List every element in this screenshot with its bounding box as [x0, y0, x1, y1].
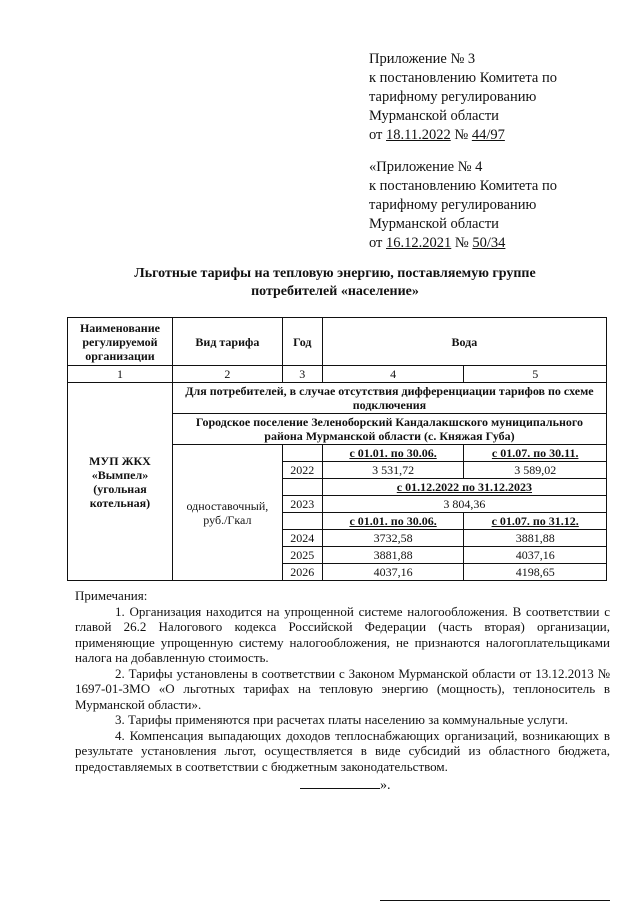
appendix-3-date-line: [369, 126, 557, 145]
value-2023: 3 804,36: [322, 496, 606, 513]
column-number-row: [68, 366, 607, 383]
appendix-3-header: [369, 50, 557, 145]
appendix-4-date: 16.12.2021: [386, 235, 452, 251]
appendix-4-line2: к постановлению Комитета по: [369, 178, 557, 194]
note-1: 1. Организация находится на упрощенной системе налогообложения. В соответствии с главой 26.2 Налогового кодекса Российской Федерации (часть вторая) организации, применяющие упрощенную систему налогообложения, не признаются налогоплательщиками налога на добавленную стоимость.: [75, 603, 610, 665]
note-3: 3. Тарифы применяются при расчетах платы населению за коммунальные услуги.: [115, 712, 568, 727]
note-2: 2. Тарифы установлены в соответствии с Законом Мурманской области от 13.12.2013 № 1697-01-ЗМО «О льготных тарифах на тепловую энергию (мощность), теплоноситель в Мурманской области».: [75, 665, 610, 712]
header-org: Наименование регулируемой организации: [68, 318, 173, 366]
year-2026: 2026: [282, 564, 322, 581]
year-2023: 2023: [282, 496, 322, 513]
closing-quote: ».: [380, 778, 391, 793]
tariff-table: [67, 317, 607, 581]
appendix-3-line2: к постановлению Комитета по: [369, 70, 557, 86]
year-2024: 2024: [282, 530, 322, 547]
signature-line: [300, 788, 380, 789]
appendix-4-number: 50/34: [472, 235, 506, 251]
value-2022-h2: 3 589,02: [464, 462, 607, 479]
value-2024-h1: 3732,58: [322, 530, 464, 547]
org-name-cell: МУП ЖКХ «Вымпел» (угольная котельная): [68, 383, 173, 581]
appendix-4-header: [369, 158, 557, 253]
footer-divider: [380, 900, 610, 901]
appendix-4-number-prefix: №: [451, 235, 473, 251]
col-number-1: 1: [68, 366, 173, 383]
appendix-4-date-line: [369, 234, 557, 253]
period-h2b: с 01.07. по 31.12.: [464, 513, 607, 530]
note-4: 4. Компенсация выпадающих доходов теплоснабжающих организаций, возникающих в результате установления льгот, осуществляется в виде субсидий из областного бюджета, предоставляемых в соответствии с бюджетным законодательством.: [75, 727, 610, 774]
value-2026-h2: 4198,65: [464, 564, 607, 581]
municipality-heading: Городское поселение Зеленоборский Кандалакшского муниципального района Мурманской области (с. Княжая Губа): [172, 414, 606, 445]
document-title: [80, 265, 590, 301]
period-h1b: с 01.01. по 30.06.: [322, 513, 464, 530]
closing-mark: [300, 778, 391, 794]
appendix-3-title: Приложение № 3: [369, 51, 476, 67]
year-blank-1: [282, 445, 322, 462]
appendix-3-date: 18.11.2022: [386, 127, 451, 143]
tariff-kind-cell: одноставочный, руб./Гкал: [172, 445, 282, 581]
appendix-4-title: «Приложение № 4: [369, 159, 483, 175]
notes-section: [75, 588, 610, 774]
appendix-4-line4: Мурманской области: [369, 216, 499, 232]
year-blank-3: [282, 513, 322, 530]
col-number-2: 2: [172, 366, 282, 383]
document-title-line2: потребителей «население»: [251, 284, 419, 299]
value-2024-h2: 3881,88: [464, 530, 607, 547]
table-header-row: [68, 318, 607, 366]
value-2025-h2: 4037,16: [464, 547, 607, 564]
section-heading-row: [68, 383, 607, 414]
appendix-3-date-prefix: от: [369, 127, 387, 143]
appendix-3-line4: Мурманской области: [369, 108, 499, 124]
appendix-4-line3: тарифному регулированию: [369, 197, 537, 213]
period-h2: с 01.07. по 30.11.: [464, 445, 607, 462]
period-h1: с 01.01. по 30.06.: [322, 445, 464, 462]
col-number-5: 5: [464, 366, 607, 383]
appendix-4-date-prefix: от: [369, 235, 387, 251]
value-2025-h1: 3881,88: [322, 547, 464, 564]
year-2025: 2025: [282, 547, 322, 564]
notes-heading: Примечания:: [75, 588, 148, 603]
value-2022-h1: 3 531,72: [322, 462, 464, 479]
header-year: Год: [282, 318, 322, 366]
year-2022: 2022: [282, 462, 322, 479]
appendix-3-number-prefix: №: [450, 127, 472, 143]
col-number-4: 4: [322, 366, 464, 383]
header-tariff-type: Вид тарифа: [172, 318, 282, 366]
document-title-line1: Льготные тарифы на тепловую энергию, поставляемую группе: [134, 266, 536, 281]
value-2026-h1: 4037,16: [322, 564, 464, 581]
appendix-3-line3: тарифному регулированию: [369, 89, 537, 105]
header-water: Вода: [322, 318, 606, 366]
period-mid: с 01.12.2022 по 31.12.2023: [322, 479, 606, 496]
year-blank-2: [282, 479, 322, 496]
section-heading: Для потребителей, в случае отсутствия дифференциации тарифов по схеме подключения: [172, 383, 606, 414]
appendix-3-number: 44/97: [471, 127, 505, 143]
col-number-3: 3: [282, 366, 322, 383]
